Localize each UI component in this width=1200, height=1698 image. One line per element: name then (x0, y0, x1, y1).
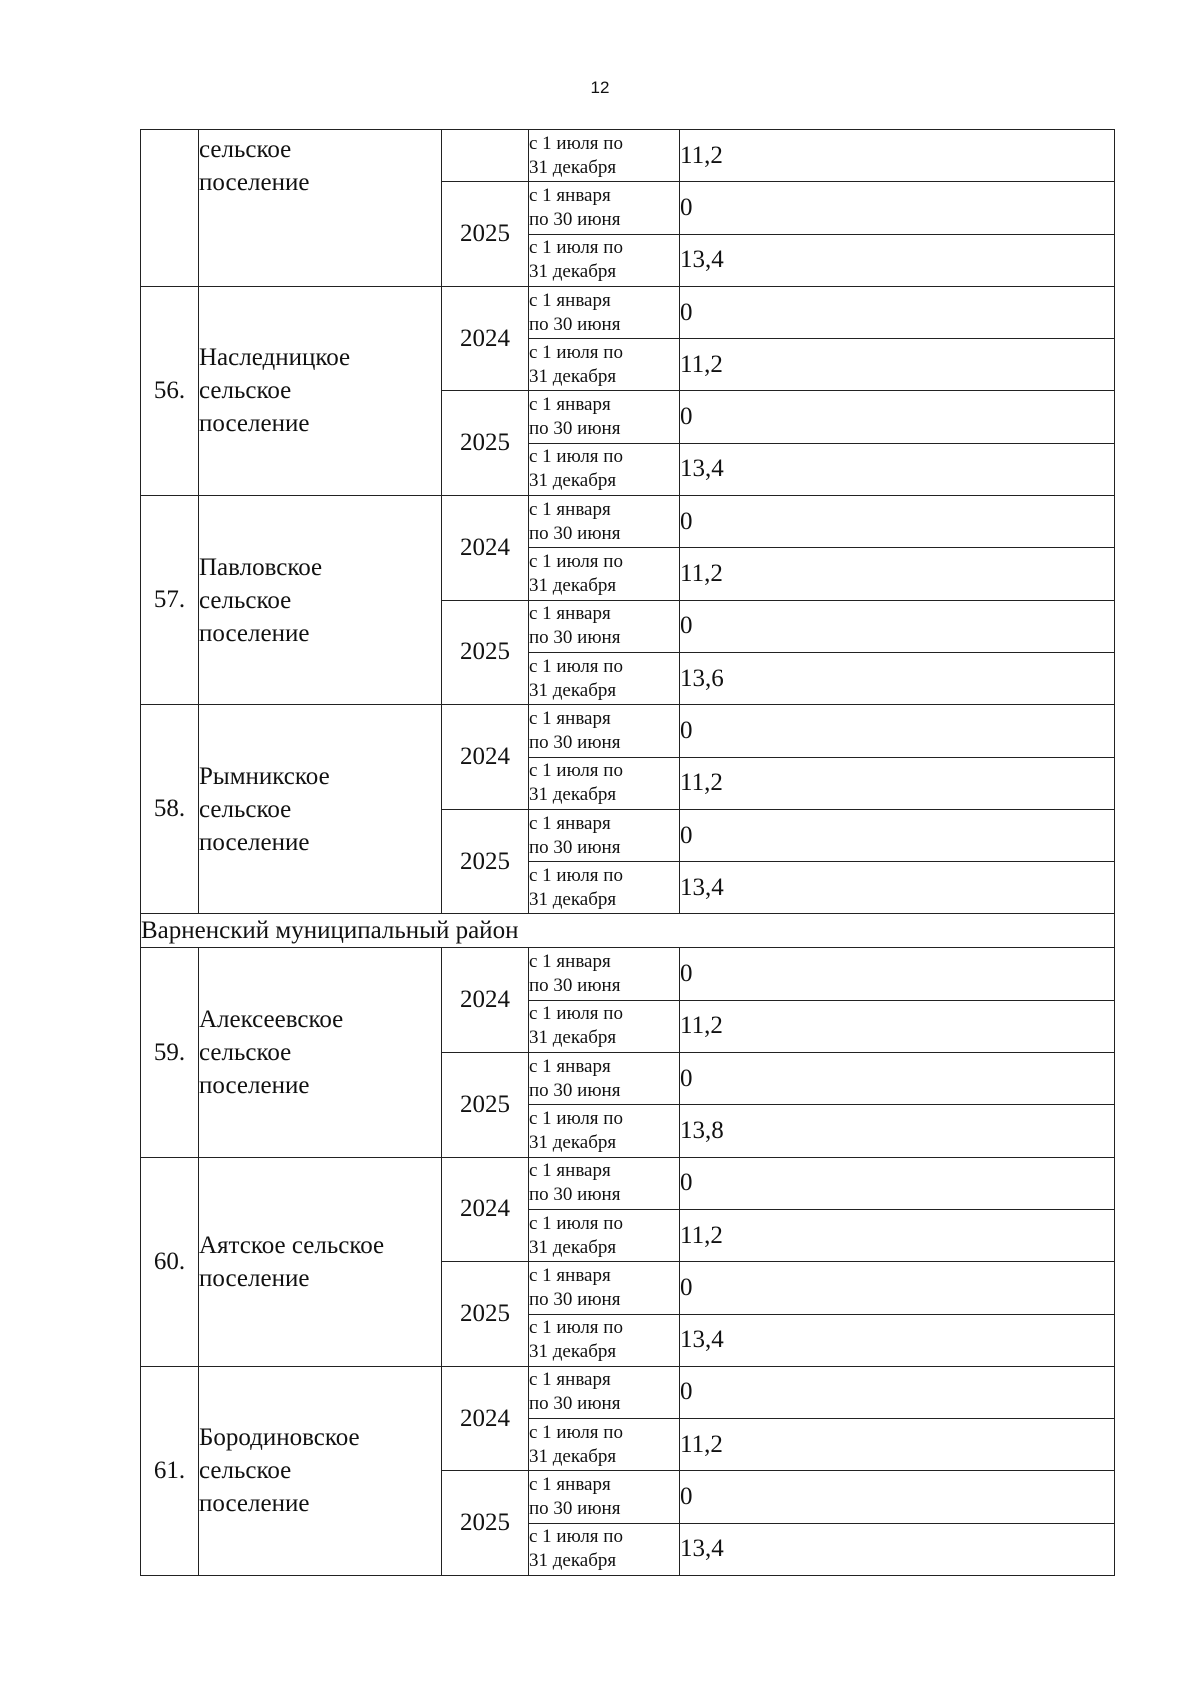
period-line: по 30 июня (529, 522, 621, 544)
period-line: 31 декабря (529, 679, 617, 701)
rate-value: 11,2 (680, 757, 1115, 809)
period-line: с 1 июля по (529, 1212, 623, 1234)
period-cell (529, 1157, 680, 1209)
rate-value: 0 (680, 1366, 1115, 1418)
settlement-name-line: Аятское сельское (199, 1231, 385, 1259)
year-cell: 2025 (442, 600, 529, 705)
rate-value: 0 (680, 391, 1115, 443)
settlement-name-line: Бородиновское (199, 1424, 360, 1452)
settlement-name-line: сельское (199, 377, 292, 405)
period-line: по 30 июня (529, 975, 621, 997)
settlement-name-line: Наследницкое (199, 344, 351, 372)
period-line: 31 декабря (529, 365, 617, 387)
rate-value: 0 (680, 1157, 1115, 1209)
period-line: с 1 июля по (529, 655, 623, 677)
table-row (141, 1157, 1115, 1209)
settlement-name-line: сельское (199, 1039, 292, 1067)
settlement-number: 58. (141, 705, 199, 914)
settlement-number: 61. (141, 1366, 199, 1575)
period-line: с 1 января (529, 1160, 611, 1182)
table-row (141, 496, 1115, 548)
period-line: с 1 января (529, 1474, 611, 1496)
rate-value: 13,4 (680, 443, 1115, 495)
settlement-name-line: сельское (199, 586, 292, 614)
settlement-name (199, 705, 442, 914)
settlement-name (199, 1366, 442, 1575)
period-line: с 1 января (529, 1055, 611, 1077)
rate-value: 11,2 (680, 1209, 1115, 1261)
settlement-number: 57. (141, 496, 199, 705)
page-number: 12 (590, 78, 610, 97)
rate-value: 0 (680, 496, 1115, 548)
rate-value: 13,4 (680, 862, 1115, 914)
period-line: по 30 июня (529, 627, 621, 649)
period-cell (529, 757, 680, 809)
period-line: с 1 июля по (529, 1003, 623, 1025)
tariff-table (140, 129, 1115, 1576)
period-cell (529, 286, 680, 338)
period-line: 31 декабря (529, 1027, 617, 1049)
rate-value: 13,8 (680, 1105, 1115, 1157)
rate-value: 0 (680, 948, 1115, 1000)
period-cell (529, 652, 680, 704)
period-line: 31 декабря (529, 261, 617, 283)
period-line: с 1 января (529, 707, 611, 729)
period-line: с 1 июля по (529, 1107, 623, 1129)
table-row (141, 948, 1115, 1000)
settlement-name-line: поселение (199, 1072, 310, 1100)
settlement-name-line: поселение (199, 1264, 310, 1292)
year-cell: 2024 (442, 948, 529, 1053)
period-line: с 1 января (529, 394, 611, 416)
settlement-number: 60. (141, 1157, 199, 1366)
period-cell (529, 443, 680, 495)
rate-value: 11,2 (680, 130, 1115, 182)
period-line: с 1 июля по (529, 760, 623, 782)
year-cell: 2024 (442, 1366, 529, 1471)
year-cell (442, 130, 529, 182)
period-line: с 1 января (529, 603, 611, 625)
period-cell (529, 600, 680, 652)
period-cell (529, 182, 680, 234)
period-line: 31 декабря (529, 1341, 617, 1363)
period-line: 31 декабря (529, 888, 617, 910)
district-header-row (141, 914, 1115, 948)
period-cell (529, 948, 680, 1000)
period-line: по 30 июня (529, 836, 621, 858)
settlement-name-line: поселение (199, 1490, 310, 1518)
rate-value: 0 (680, 600, 1115, 652)
period-line: с 1 января (529, 289, 611, 311)
year-cell: 2025 (442, 809, 529, 914)
rate-value: 11,2 (680, 1000, 1115, 1052)
year-cell: 2024 (442, 286, 529, 391)
period-cell (529, 548, 680, 600)
settlement-name (199, 286, 442, 495)
year-cell: 2024 (442, 1157, 529, 1262)
settlement-number: 59. (141, 948, 199, 1157)
period-cell (529, 1471, 680, 1523)
settlement-name-line: сельское (199, 1457, 292, 1485)
year-cell: 2025 (442, 1471, 529, 1576)
period-cell (529, 862, 680, 914)
period-cell (529, 234, 680, 286)
period-line: по 30 июня (529, 1079, 621, 1101)
period-line: 31 декабря (529, 784, 617, 806)
period-line: с 1 июля по (529, 864, 623, 886)
period-line: 31 декабря (529, 1236, 617, 1258)
settlement-name-line: поселение (199, 828, 310, 856)
settlement-name-line: поселение (199, 619, 310, 647)
period-line: 31 декабря (529, 156, 617, 178)
settlement-name (199, 130, 442, 287)
period-line: с 1 января (529, 1264, 611, 1286)
period-cell (529, 1053, 680, 1105)
table-row (141, 286, 1115, 338)
period-line: 31 декабря (529, 1445, 617, 1467)
settlement-name-line: сельское (199, 795, 292, 823)
table-row (141, 705, 1115, 757)
rate-value: 0 (680, 1471, 1115, 1523)
period-cell (529, 1419, 680, 1471)
period-line: с 1 июля по (529, 132, 623, 154)
settlement-name-line: сельское (199, 136, 292, 163)
period-cell (529, 1000, 680, 1052)
rate-value: 0 (680, 1262, 1115, 1314)
period-line: с 1 июля по (529, 1317, 623, 1339)
period-cell (529, 1314, 680, 1366)
period-line: с 1 июля по (529, 1526, 623, 1548)
rate-value: 0 (680, 809, 1115, 861)
period-cell (529, 391, 680, 443)
rate-value: 13,4 (680, 1314, 1115, 1366)
year-cell: 2025 (442, 1053, 529, 1158)
settlement-name-line: Павловское (199, 553, 323, 581)
year-cell: 2024 (442, 496, 529, 601)
period-line: с 1 июля по (529, 341, 623, 363)
period-line: 31 декабря (529, 575, 617, 597)
table-row (141, 1366, 1115, 1418)
period-line: с 1 января (529, 951, 611, 973)
period-cell (529, 1262, 680, 1314)
period-line: с 1 января (529, 498, 611, 520)
rate-value: 13,4 (680, 234, 1115, 286)
rate-value: 0 (680, 182, 1115, 234)
period-cell (529, 1105, 680, 1157)
settlement-name (199, 948, 442, 1157)
period-line: с 1 июля по (529, 551, 623, 573)
settlement-name-line: поселение (199, 169, 310, 196)
settlement-number: 56. (141, 286, 199, 495)
period-line: с 1 июля по (529, 446, 623, 468)
rate-value: 13,4 (680, 1523, 1115, 1575)
year-cell: 2025 (442, 391, 529, 496)
rate-value: 0 (680, 1053, 1115, 1105)
year-cell: 2024 (442, 705, 529, 810)
period-line: по 30 июня (529, 313, 621, 335)
period-cell (529, 1209, 680, 1261)
period-line: с 1 июля по (529, 237, 623, 259)
period-line: по 30 июня (529, 731, 621, 753)
period-line: 31 декабря (529, 470, 617, 492)
settlement-name (199, 496, 442, 705)
settlement-name (199, 1157, 442, 1366)
period-line: по 30 июня (529, 208, 621, 230)
period-line: по 30 июня (529, 1288, 621, 1310)
rate-value: 13,6 (680, 652, 1115, 704)
district-name: Варненский муниципальный район (141, 914, 1115, 948)
rate-value: 11,2 (680, 548, 1115, 600)
period-line: с 1 января (529, 184, 611, 206)
period-line: с 1 января (529, 812, 611, 834)
year-cell: 2025 (442, 182, 529, 287)
period-line: 31 декабря (529, 1550, 617, 1572)
period-line: с 1 января (529, 1369, 611, 1391)
settlement-name-line: поселение (199, 410, 310, 438)
period-line: 31 декабря (529, 1131, 617, 1153)
tariff-table-body (141, 130, 1115, 1576)
period-cell (529, 339, 680, 391)
settlement-number (141, 130, 199, 287)
period-cell (529, 705, 680, 757)
period-line: по 30 июня (529, 418, 621, 440)
rate-value: 0 (680, 705, 1115, 757)
year-cell: 2025 (442, 1262, 529, 1367)
table-row (141, 130, 1115, 182)
settlement-name-line: Алексеевское (199, 1006, 344, 1034)
period-cell (529, 496, 680, 548)
period-line: с 1 июля по (529, 1421, 623, 1443)
period-line: по 30 июня (529, 1498, 621, 1520)
rate-value: 11,2 (680, 339, 1115, 391)
period-line: по 30 июня (529, 1393, 621, 1415)
period-line: по 30 июня (529, 1184, 621, 1206)
period-cell (529, 130, 680, 182)
period-cell (529, 1366, 680, 1418)
period-cell (529, 1523, 680, 1575)
rate-value: 11,2 (680, 1419, 1115, 1471)
settlement-name-line: Рымникское (199, 762, 330, 790)
period-cell (529, 809, 680, 861)
rate-value: 0 (680, 286, 1115, 338)
